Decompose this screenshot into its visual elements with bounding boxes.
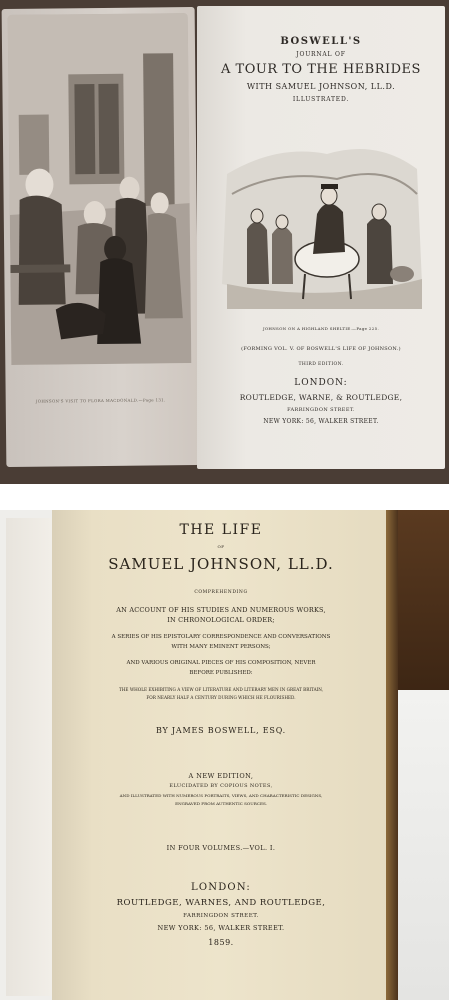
vignette-caption: JOHNSON ON A HIGHLAND SHELTIE.—Page 225.	[262, 326, 380, 331]
edition-line-4: ENGRAVED FROM AUTHENTIC SOURCES.	[175, 801, 267, 806]
frontispiece-engraving	[8, 13, 192, 365]
bottom-book-photo	[0, 510, 449, 1000]
imprint-city-bottom: LONDON:	[191, 882, 251, 893]
forming-volume-note: (FORMING VOL. V. OF BOSWELL'S LIFE OF JOHNSON.)	[241, 346, 401, 352]
imprint-publisher-bottom: ROUTLEDGE, WARNES, AND ROUTLEDGE,	[116, 898, 326, 908]
background-surface	[398, 690, 449, 1000]
volumes-note: IN FOUR VOLUMES.—VOL. I.	[166, 844, 276, 852]
whole-line-1: THE WHOLE EXHIBITING A VIEW OF LITERATURE AND LITERARY MEN IN GREAT BRITAIN,	[118, 687, 324, 692]
title-line-boswell: BOSWELL'S	[280, 36, 362, 47]
series-line-1: A SERIES OF HIS EPISTOLARY CORRESPONDENCE AND CONVERSATIONS	[111, 634, 331, 640]
title-line-with-johnson: WITH SAMUEL JOHNSON, LL.D.	[246, 82, 396, 91]
studies-line-2: IN CHRONOLOGICAL ORDER;	[167, 616, 275, 624]
title-the-life: THE LIFE	[179, 522, 263, 538]
title-line-tour: A TOUR TO THE HEBRIDES	[221, 62, 421, 77]
title-of: OF	[217, 544, 225, 549]
edition-line-1: A NEW EDITION,	[188, 772, 254, 780]
whole-line-2: FOR NEARLY HALF A CENTURY DURING WHICH HE FLOURISHED.	[146, 695, 296, 700]
imprint-newyork: NEW YORK: 56, WALKER STREET.	[263, 418, 379, 425]
imprint-street: FARRINGDON STREET.	[287, 407, 355, 413]
imprint-street-bottom: FARRINGDON STREET.	[183, 913, 259, 919]
frontispiece-page	[2, 7, 200, 467]
author-esq: ESQ.	[262, 726, 287, 735]
title-line-illustrated: ILLUSTRATED.	[292, 96, 350, 103]
hebrides-title-page	[197, 6, 445, 469]
title-line-journal: JOURNAL OF	[296, 51, 346, 58]
original-line-1: AND VARIOUS ORIGINAL PIECES OF HIS COMPOSITION, NEVER	[126, 660, 316, 666]
author-line	[52, 726, 390, 735]
top-book-photo	[0, 0, 449, 484]
edition-line-2: ELUCIDATED BY COPIOUS NOTES,	[169, 783, 273, 789]
edition-note: THIRD EDITION.	[298, 362, 344, 367]
series-line-2: WITH MANY EMINENT PERSONS;	[171, 644, 271, 650]
leather-cover	[398, 510, 449, 690]
imprint-city: LONDON:	[294, 378, 348, 388]
studies-line-1: AN ACCOUNT OF HIS STUDIES AND NUMEROUS WORKS,	[116, 606, 326, 614]
title-samuel-johnson: SAMUEL JOHNSON, LL.D.	[108, 555, 334, 573]
imprint-year: 1859.	[208, 938, 234, 947]
comprehending-label: COMPREHENDING	[194, 590, 248, 595]
edition-line-3: AND ILLUSTRATED WITH NUMEROUS PORTRAITS, VIEWS, AND CHARACTERISTIC DESIGNS,	[119, 793, 323, 798]
frontispiece-caption: JOHNSON'S VISIT TO FLORA MACDONALD.—Page 131.	[35, 397, 166, 404]
imprint-publisher: ROUTLEDGE, WARNE, & ROUTLEDGE,	[239, 393, 403, 402]
engraving-illustration	[8, 13, 192, 365]
imprint-newyork-bottom: NEW YORK: 56, WALKER STREET.	[157, 924, 285, 932]
original-line-2: BEFORE PUBLISHED:	[189, 670, 253, 676]
author-name: BY JAMES BOSWELL,	[155, 726, 260, 735]
highland-sheltie-vignette	[217, 134, 427, 324]
